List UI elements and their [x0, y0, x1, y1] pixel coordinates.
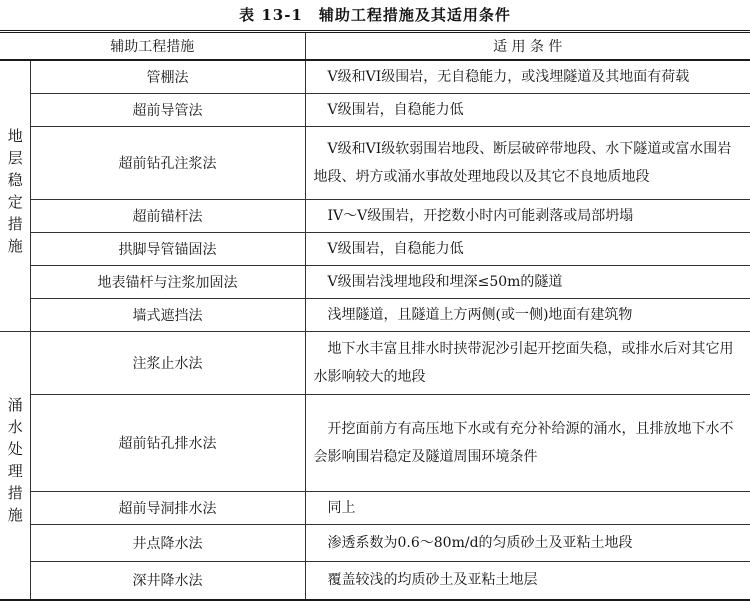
condition-cell: IV～V级围岩，开挖数小时内可能剥落或局部坍塌	[305, 200, 750, 233]
table-row	[0, 332, 750, 395]
table-row	[0, 395, 750, 492]
category-cell-stabilization	[0, 60, 30, 332]
table-row	[0, 200, 750, 233]
measures-table	[0, 30, 750, 601]
header-measure: 辅助工程措施	[0, 32, 305, 61]
measure-cell: 超前锚杆法	[30, 200, 305, 233]
category-cell-water	[0, 332, 30, 600]
table-row	[0, 492, 750, 525]
table-row	[0, 525, 750, 562]
condition-cell: V级围岩，自稳能力低	[305, 233, 750, 266]
condition-cell: 地下水丰富且排水时挟带泥沙引起开挖面失稳，或排水后对其它用水影响较大的地段	[305, 332, 750, 395]
table-row	[0, 94, 750, 127]
condition-cell: V级围岩，自稳能力低	[305, 94, 750, 127]
table-row	[0, 233, 750, 266]
page-title: 表 13-1 辅助工程措施及其适用条件	[239, 6, 511, 24]
condition-cell: 浅埋隧道，且隧道上方两侧(或一侧)地面有建筑物	[305, 299, 750, 332]
condition-cell: 开挖面前方有高压地下水或有充分补给源的涌水，且排放地下水不会影响围岩稳定及隧道周围环境条件	[305, 395, 750, 492]
table-header-row	[0, 32, 750, 61]
table-row	[0, 127, 750, 200]
table-row	[0, 266, 750, 299]
measure-cell: 管棚法	[30, 60, 305, 94]
measure-cell: 深井降水法	[30, 562, 305, 600]
condition-cell: 同上	[305, 492, 750, 525]
measure-cell: 地表锚杆与注浆加固法	[30, 266, 305, 299]
condition-cell: 覆盖较浅的均质砂土及亚粘土地层	[305, 562, 750, 600]
measure-cell: 墙式遮挡法	[30, 299, 305, 332]
measure-cell: 超前钻孔排水法	[30, 395, 305, 492]
category-label: 涌水处理措施	[5, 397, 24, 530]
category-label: 地层稳定措施	[5, 128, 24, 260]
table-row	[0, 299, 750, 332]
condition-cell: 渗透系数为0.6～80m/d的匀质砂土及亚粘土地段	[305, 525, 750, 562]
condition-cell: V级和VI级软弱围岩地段、断层破碎带地段、水下隧道或富水围岩地段、坍方或涌水事故处理地段以及其它不良地质地段	[305, 127, 750, 200]
measure-cell: 超前导洞排水法	[30, 492, 305, 525]
measure-cell: 超前导管法	[30, 94, 305, 127]
measure-cell: 拱脚导管锚固法	[30, 233, 305, 266]
condition-cell: V级围岩浅埋地段和埋深≤50m的隧道	[305, 266, 750, 299]
measure-cell: 井点降水法	[30, 525, 305, 562]
condition-cell: V级和VI级围岩，无自稳能力，或浅埋隧道及其地面有荷载	[305, 60, 750, 94]
header-condition: 适 用 条 件	[305, 32, 750, 61]
table-row	[0, 60, 750, 94]
measure-cell: 注浆止水法	[30, 332, 305, 395]
table-row	[0, 562, 750, 600]
measure-cell: 超前钻孔注浆法	[30, 127, 305, 200]
